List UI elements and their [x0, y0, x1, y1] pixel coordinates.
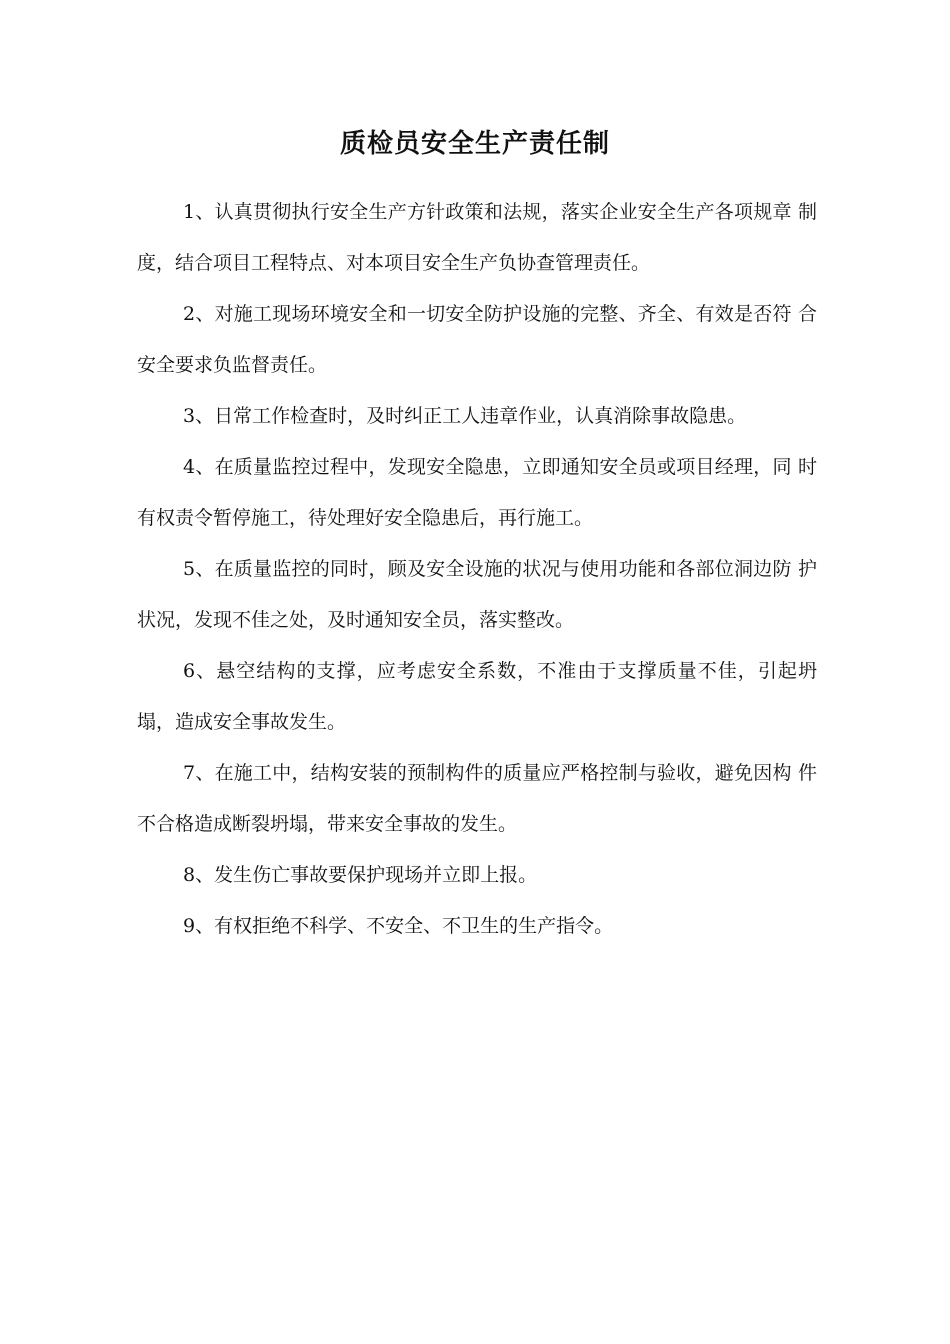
document-title: 质检员安全生产责任制 [339, 129, 610, 159]
paragraph-1: 1、认真贯彻执行安全生产方针政策和法规，落实企业安全生产各项规章 制度，结合项目工程特点、对本项目安全生产负协查管理责任。 [137, 201, 817, 274]
paragraph-4: 4、在质量监控过程中，发现安全隐患，立即通知安全员或项目经理，同 时有权责令暂停施工，待处理好安全隐患后，再行施工。 [137, 456, 817, 529]
paragraph-3: 3、日常工作检查时，及时纠正工人违章作业，认真消除事故隐患。 [183, 405, 747, 427]
paragraph-6: 6、悬空结构的支撑，应考虑安全系数，不准由于支撑质量不佳，引起坍 塌，造成安全事故发生。 [137, 660, 817, 733]
paragraph-8: 8、发生伤亡事故要保护现场并立即上报。 [183, 864, 538, 886]
paragraph-2: 2、对施工现场环境安全和一切安全防护设施的完整、齐全、有效是否符 合安全要求负监督责任。 [137, 303, 817, 376]
paragraph-7: 7、在施工中，结构安装的预制构件的质量应严格控制与验收，避免因构 件不合格造成断裂坍塌，带来安全事故的发生。 [137, 762, 817, 835]
document-body [137, 187, 817, 952]
paragraph-9: 9、有权拒绝不科学、不安全、不卫生的生产指令。 [183, 915, 614, 937]
paragraph-5: 5、在质量监控的同时，顾及安全设施的状况与使用功能和各部位洞边防 护状况，发现不佳之处，及时通知安全员，落实整改。 [137, 558, 817, 631]
